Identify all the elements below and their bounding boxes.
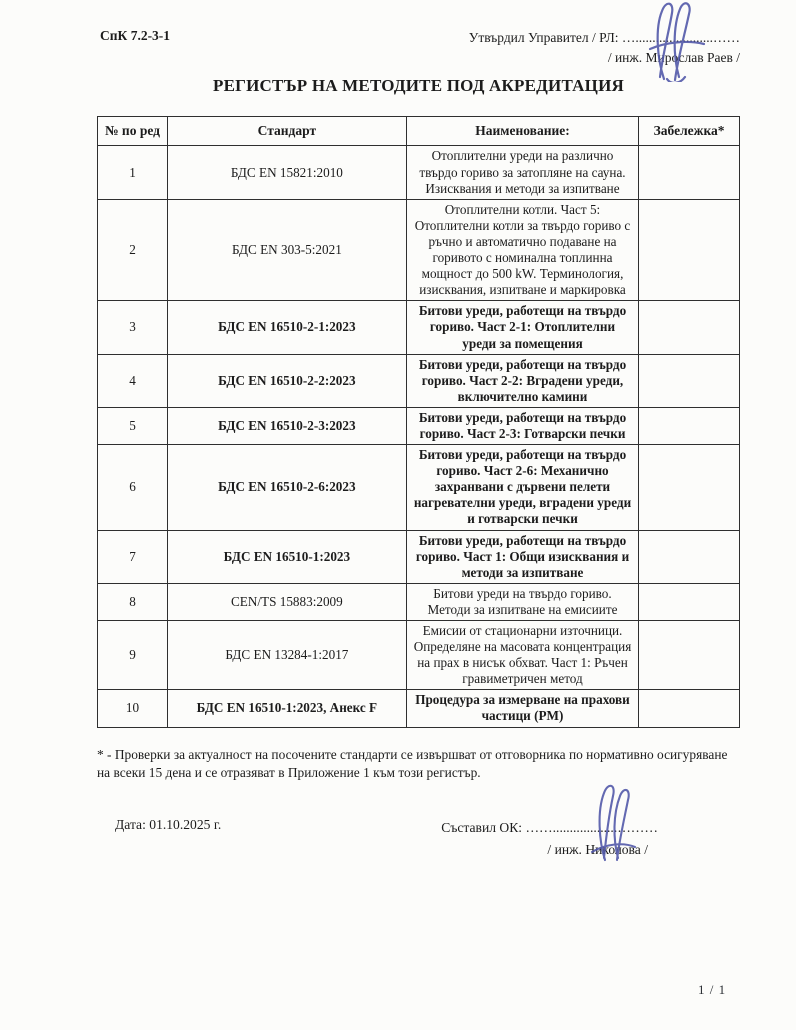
row-number-cell: 6 xyxy=(98,445,168,530)
name-cell: Битови уреди на твърдо гориво. Методи за изпитване на емисиите xyxy=(406,583,638,620)
name-cell: Отоплителни котли. Част 5: Отоплителни котли за твърдо гориво с ръчно и автоматично подаване на горивото с номинална топлинна мощност до 500 kW. Терминология, изисквания, изпитване и маркировка xyxy=(406,199,638,301)
table-row xyxy=(98,583,740,620)
note-cell xyxy=(639,445,740,530)
standard-cell: БДС EN 16510-2-2:2023 xyxy=(167,354,406,407)
document-content xyxy=(97,76,740,861)
composed-block xyxy=(441,817,740,861)
footnote: * - Проверки за актуалност на посочените стандарти се извършват от отговорника по нормативно осигуряване на всеки 15 дена и се отразяват в Приложение 1 към този регистър. xyxy=(97,746,728,781)
table-row xyxy=(98,530,740,583)
table-row xyxy=(98,445,740,530)
approval-line: Утвърдил Управител / РЛ: ….......................…… xyxy=(468,30,740,45)
row-number-cell: 10 xyxy=(98,690,168,727)
standard-cell: БДС EN 16510-1:2023, Анекс F xyxy=(167,690,406,727)
column-header-standard: Стандарт xyxy=(167,117,406,146)
name-cell: Емисии от стационарни източници. Определяне на масовата концентрация на прах в нисък обхват. Част 1: Ръчен гравиметричен метод xyxy=(406,621,638,690)
note-cell xyxy=(639,146,740,199)
standard-cell: БДС EN 15821:2010 xyxy=(167,146,406,199)
standard-cell: БДС EN 16510-2-3:2023 xyxy=(167,407,406,444)
page-title: РЕГИСТЪР НА МЕТОДИТЕ ПОД АКРЕДИТАЦИЯ xyxy=(213,76,624,95)
standard-cell: БДС EN 16510-1:2023 xyxy=(167,530,406,583)
column-header-num: № по ред xyxy=(98,117,168,146)
register-table xyxy=(97,116,740,728)
table-row xyxy=(98,199,740,301)
name-cell: Битови уреди, работещи на твърдо гориво. Част 2-6: Механично захранвани с дървени пелети нагревателни уреди, вградени уреди и готварски печки xyxy=(406,445,638,530)
table-row xyxy=(98,146,740,199)
composer-name: / инж. Николова / xyxy=(547,841,648,857)
row-number-cell: 5 xyxy=(98,407,168,444)
doc-code: СпК 7.2-3-1 xyxy=(100,28,171,43)
approver-name: / инж. Мирослав Раев / xyxy=(607,50,740,66)
footer-row xyxy=(97,817,740,861)
page-number: 1 / 1 xyxy=(698,982,727,997)
note-cell xyxy=(639,530,740,583)
name-cell: Битови уреди, работещи на твърдо гориво. Част 2-2: Вградени уреди, включително камини xyxy=(406,354,638,407)
table-row xyxy=(98,354,740,407)
row-number-cell: 1 xyxy=(98,146,168,199)
table-row xyxy=(98,301,740,354)
name-cell: Битови уреди, работещи на твърдо гориво. Част 1: Общи изисквания и методи за изпитване xyxy=(406,530,638,583)
standard-cell: БДС EN 16510-2-1:2023 xyxy=(167,301,406,354)
row-number-cell: 7 xyxy=(98,530,168,583)
column-header-name: Наименование: xyxy=(406,117,638,146)
name-cell: Битови уреди, работещи на твърдо гориво. Част 2-1: Отоплителни уреди за помещения xyxy=(406,301,638,354)
standard-cell: БДС EN 13284-1:2017 xyxy=(167,621,406,690)
table-row xyxy=(98,690,740,727)
note-cell xyxy=(639,583,740,620)
note-cell xyxy=(639,621,740,690)
row-number-cell: 2 xyxy=(98,199,168,301)
table-header-row xyxy=(98,117,740,146)
name-cell: Битови уреди, работещи на твърдо гориво. Част 2-3: Готварски печки xyxy=(406,407,638,444)
approval-block xyxy=(469,28,740,69)
note-cell xyxy=(639,199,740,301)
table-row xyxy=(98,407,740,444)
note-cell xyxy=(639,690,740,727)
note-cell xyxy=(639,407,740,444)
name-cell: Отоплителни уреди на различно твърдо гориво за затопляне на сауна. Изисквания и методи за изпитване xyxy=(406,146,638,199)
row-number-cell: 9 xyxy=(98,621,168,690)
composed-line: Съставил ОК: ……...................……… xyxy=(441,820,658,836)
document-header xyxy=(100,28,740,69)
row-number-cell: 3 xyxy=(98,301,168,354)
table-row xyxy=(98,621,740,690)
note-cell xyxy=(639,354,740,407)
row-number-cell: 4 xyxy=(98,354,168,407)
standard-cell: CEN/TS 15883:2009 xyxy=(167,583,406,620)
date-label: Дата: 01.10.2025 г. xyxy=(115,817,222,833)
name-cell: Процедура за измерване на прахови частици (PM) xyxy=(406,690,638,727)
column-header-note: Забележка* xyxy=(639,117,740,146)
standard-cell: БДС EN 16510-2-6:2023 xyxy=(167,445,406,530)
standard-cell: БДС EN 303-5:2021 xyxy=(167,199,406,301)
note-cell xyxy=(639,301,740,354)
row-number-cell: 8 xyxy=(98,583,168,620)
